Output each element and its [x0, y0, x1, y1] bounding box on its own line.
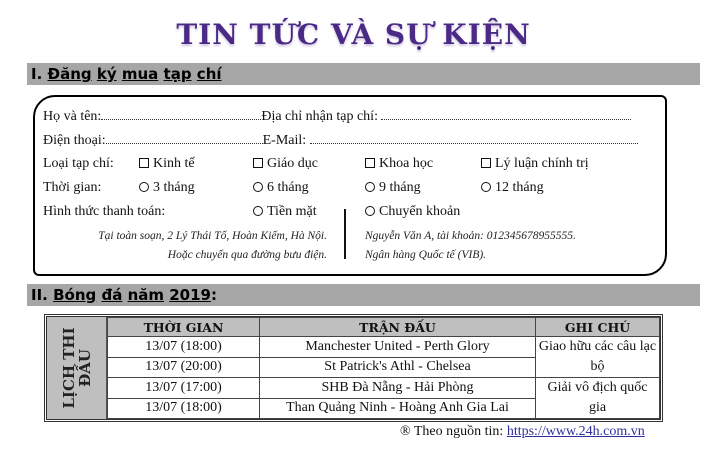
table-row — [108, 378, 660, 399]
radio-icon[interactable] — [481, 182, 491, 192]
radio-icon[interactable] — [139, 182, 149, 192]
match-teams: SHB Đà Nẵng - Hải Phòng — [260, 378, 536, 399]
header-match: TRẬN ĐẤU — [260, 318, 536, 337]
match-time: 13/07 (20:00) — [108, 357, 260, 378]
address-field[interactable] — [381, 119, 631, 120]
duration-label: Thời gian: — [43, 180, 102, 195]
duration-option-9[interactable]: 9 tháng — [365, 180, 421, 196]
cash-note-1: Tại toàn soạn, 2 Lý Thái Tổ, Hoàn Kiếm, Hà Nội. — [98, 230, 327, 242]
email-label: E-Mail: — [262, 133, 307, 148]
match-teams: Manchester United - Perth Glory — [260, 337, 536, 358]
checkbox-icon[interactable] — [365, 158, 375, 168]
payment-option-cash[interactable]: Tiền mặt — [253, 204, 317, 220]
name-field[interactable] — [101, 119, 261, 120]
match-note: Giao hữu các câu lạc bộ — [536, 337, 660, 378]
match-time: 13/07 (17:00) — [108, 378, 260, 399]
subscription-form — [33, 95, 667, 276]
type-option-economy[interactable]: Kinh tế — [139, 156, 195, 172]
match-time: 13/07 (18:00) — [108, 398, 260, 419]
checkbox-icon[interactable] — [481, 158, 491, 168]
table-header-row — [108, 318, 660, 337]
type-option-science[interactable]: Khoa học — [365, 156, 433, 172]
checkbox-icon[interactable] — [253, 158, 263, 168]
source-credit: ® Theo nguồn tin: https://www.24h.com.vn — [400, 424, 645, 439]
match-teams: Than Quảng Ninh - Hoàng Anh Gia Lai — [260, 398, 536, 419]
radio-icon[interactable] — [365, 206, 375, 216]
transfer-note-1: Nguyễn Văn A, tài khoản: 012345678955555. — [365, 230, 576, 242]
section-subscribe-heading: I. Đăng ký mua tạp chí — [27, 63, 700, 85]
phone-row — [43, 133, 638, 149]
page-title: TIN TỨC VÀ SỰ KIỆN — [176, 18, 531, 51]
duration-option-6[interactable]: 6 tháng — [253, 180, 309, 196]
duration-option-3[interactable]: 3 tháng — [139, 180, 195, 196]
phone-field[interactable] — [106, 143, 263, 144]
type-option-politics[interactable]: Lý luận chính trị — [481, 156, 589, 172]
type-label: Loại tạp chí: — [43, 156, 114, 171]
payment-option-transfer[interactable]: Chuyển khoản — [365, 204, 460, 220]
schedule-table — [107, 317, 660, 419]
type-option-education[interactable]: Giáo dục — [253, 156, 318, 172]
match-schedule — [44, 314, 663, 422]
transfer-note-2: Ngân hàng Quốc tế (VIB). — [365, 249, 487, 261]
header-note: GHI CHÚ — [536, 318, 660, 337]
radio-icon[interactable] — [365, 182, 375, 192]
phone-label: Điện thoại: — [43, 133, 106, 148]
section-football-heading: II. Bóng đá năm 2019: — [27, 284, 700, 306]
email-field[interactable] — [310, 143, 638, 144]
cash-note-2: Hoặc chuyển qua đường bưu điện. — [167, 249, 327, 261]
duration-option-12[interactable]: 12 tháng — [481, 180, 544, 196]
payment-label: Hình thức thanh toán: — [43, 204, 166, 219]
header-time: THỜI GIAN — [108, 318, 260, 337]
checkbox-icon[interactable] — [139, 158, 149, 168]
name-row — [43, 109, 631, 125]
match-teams: St Patrick's Athl - Chelsea — [260, 357, 536, 378]
source-link[interactable]: https://www.24h.com.vn — [506, 424, 645, 439]
radio-icon[interactable] — [253, 182, 263, 192]
address-label: Địa chỉ nhận tạp chí: — [261, 109, 378, 124]
radio-icon[interactable] — [253, 206, 263, 216]
table-row — [108, 337, 660, 358]
schedule-side-label: LỊCH THI ĐẤU — [47, 317, 107, 419]
match-note: Giải vô địch quốc gia — [536, 378, 660, 419]
name-label: Họ và tên: — [43, 109, 102, 124]
match-time: 13/07 (18:00) — [108, 337, 260, 358]
payment-divider — [344, 209, 346, 259]
